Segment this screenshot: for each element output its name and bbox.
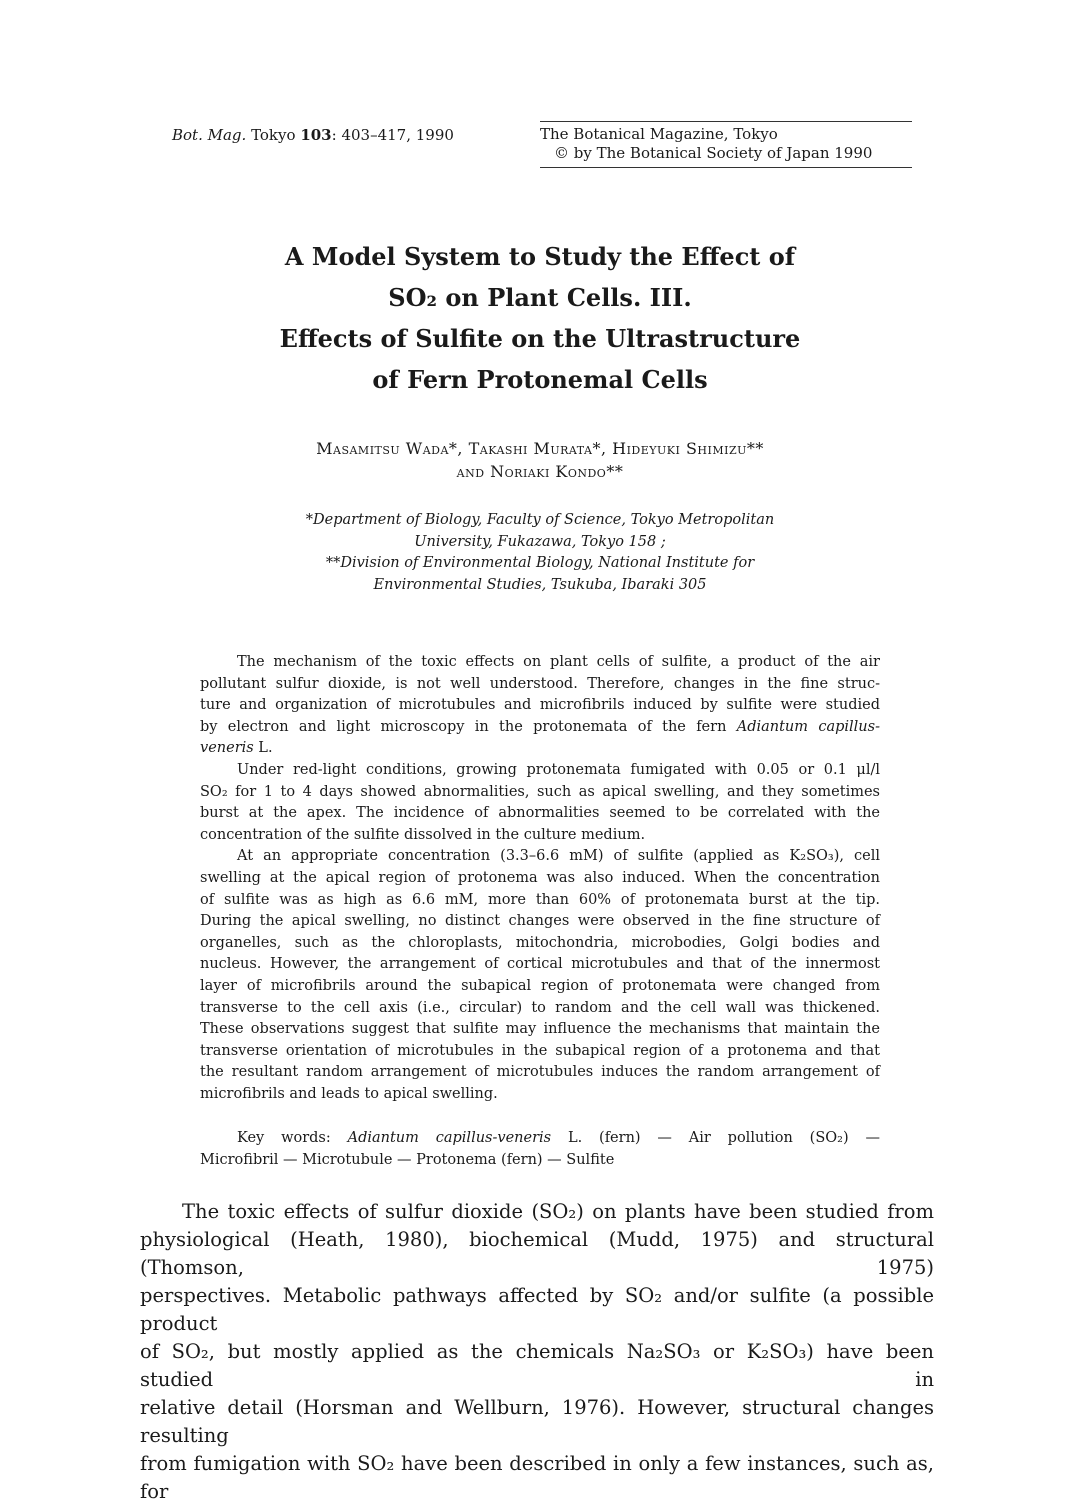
- text-line: [200, 825, 880, 847]
- text-segment: : 403–417, 1990: [331, 126, 454, 144]
- affiliation-line: University, Fukazawa, Tokyo 158 ;: [414, 533, 666, 550]
- text-line: [200, 954, 880, 976]
- text-line: [140, 1282, 934, 1338]
- text-line: [200, 911, 880, 933]
- text-segment: burst at the apex. The incidence of abnormalities seemed to be correlated with the: [200, 805, 880, 822]
- text-segment: 103: [300, 126, 332, 144]
- text-line: [200, 868, 880, 890]
- text-line: [200, 846, 880, 868]
- text-line: [200, 782, 880, 804]
- affiliations: [0, 510, 1080, 596]
- text-segment: The mechanism of the toxic effects on plant cells of sulfite, a product of the air: [237, 654, 880, 670]
- text-segment: transverse orientation of microtubules in the subapical region of a protonema and that: [200, 1042, 880, 1059]
- italic-text: Bot. Mag.: [172, 126, 247, 144]
- abstract: [200, 652, 880, 1105]
- text-line: [200, 1128, 880, 1150]
- text-line: [200, 998, 880, 1020]
- affiliation-line: *Department of Biology, Faculty of Science, Tokyo Metropolitan: [305, 512, 775, 528]
- text-segment: concentration of the sulfite dissolved in the culture medium.: [200, 826, 646, 843]
- title-line: A Model System to Study the Effect of: [284, 242, 796, 271]
- authors: [0, 437, 1080, 483]
- affiliation-line: Environmental Studies, Tsukuba, Ibaraki 305: [373, 576, 707, 593]
- text-line: [200, 1041, 880, 1063]
- text-segment: by electron and light microscopy in the protonemata of the fern: [200, 718, 737, 735]
- text-segment: microfibrils and leads to apical swelling.: [200, 1085, 498, 1102]
- text-line: [200, 760, 880, 782]
- text-segment: Under red-light conditions, growing protonemata fumigated with 0.05 or 0.1 μl/l: [237, 761, 880, 778]
- paper-title: [0, 236, 1080, 400]
- italic-text: veneris: [200, 740, 254, 757]
- text-segment: relative detail (Horsman and Wellburn, 1976). However, structural changes resulting: [140, 1396, 934, 1447]
- text-segment: the resultant random arrangement of microtubules induces the random arrangement of: [200, 1064, 880, 1081]
- text-segment: layer of microfibrils around the subapical region of protonemata were changed from: [200, 977, 880, 994]
- text-line: [200, 976, 880, 998]
- authors-line: and Noriaki Kondo**: [456, 462, 624, 481]
- italic-text: Adiantum capillus-: [736, 718, 880, 735]
- text-segment: Microfibril — Microtubule — Protonema (fern) — Sulfite: [200, 1151, 615, 1168]
- text-line: [200, 1062, 880, 1084]
- text-line: [200, 1019, 880, 1041]
- text-line: [200, 717, 880, 739]
- text-segment: These observations suggest that sulfite may influence the mechanisms that maintain the: [200, 1021, 880, 1038]
- authors-line: Masamitsu Wada*, Takashi Murata*, Hideyuki Shimizu**: [316, 439, 764, 458]
- text-segment: Tokyo: [246, 126, 301, 144]
- text-segment: The toxic effects of sulfur dioxide (SO₂) on plants have been studied from: [182, 1200, 934, 1223]
- text-line: [200, 738, 880, 760]
- italic-text: Adiantum capillus-veneris: [347, 1130, 552, 1146]
- text-line: [200, 933, 880, 955]
- text-segment: Key words:: [237, 1130, 348, 1146]
- text-line: [140, 1338, 934, 1394]
- journal-box: [540, 121, 912, 168]
- text-segment: ture and organization of microtubules and microfibrils induced by sulfite were studied: [200, 697, 880, 714]
- citation-line: [172, 126, 454, 144]
- text-segment: of sulfite was as high as 6.6 mM, more than 60% of protonemata burst at the tip.: [200, 891, 880, 908]
- text-segment: L. (fern) — Air pollution (SO₂) —: [551, 1130, 880, 1146]
- text-segment: SO₂ for 1 to 4 days showed abnormalities, such as apical swelling, and they sometimes: [200, 783, 880, 800]
- text-segment: At an appropriate concentration (3.3–6.6 mM) of sulfite (applied as K₂SO₃), cell: [237, 848, 880, 865]
- text-segment: During the apical swelling, no distinct changes were observed in the fine structure of: [200, 913, 880, 930]
- text-segment: perspectives. Metabolic pathways affected by SO₂ and/or sulfite (a possible product: [140, 1284, 934, 1335]
- keywords: [200, 1128, 880, 1171]
- text-line: [200, 674, 880, 696]
- text-line: [140, 1450, 934, 1506]
- text-line: [140, 1394, 934, 1450]
- text-line: [200, 890, 880, 912]
- text-segment: transverse to the cell axis (i.e., circular) to random and the cell wall was thickened.: [200, 999, 880, 1016]
- text-segment: physiological (Heath, 1980), biochemical (Mudd, 1975) and structural (Thomson, 1975): [140, 1228, 934, 1279]
- text-segment: L.: [253, 740, 273, 757]
- text-line: [200, 1084, 880, 1106]
- text-segment: swelling at the apical region of protonema was also induced. When the concentration: [200, 869, 880, 886]
- text-line: [140, 1226, 934, 1282]
- text-line: [200, 652, 880, 674]
- title-line: of Fern Protonemal Cells: [372, 365, 708, 394]
- affiliation-line: **Division of Environmental Biology, National Institute for: [325, 555, 755, 571]
- text-line: [200, 803, 880, 825]
- title-line: SO₂ on Plant Cells. III.: [388, 283, 692, 312]
- text-line: [140, 1198, 934, 1226]
- text-segment: organelles, such as the chloroplasts, mitochondria, microbodies, Golgi bodies and: [200, 934, 880, 951]
- copyright-notice: © by The Botanical Society of Japan 1990: [554, 144, 873, 162]
- text-segment: from fumigation with SO₂ have been described in only a few instances, such as, for: [140, 1452, 934, 1503]
- title-line: Effects of Sulfite on the Ultrastructure: [279, 324, 801, 353]
- text-segment: nucleus. However, the arrangement of cortical microtubules and that of the innermost: [200, 956, 880, 973]
- text-line: [200, 695, 880, 717]
- text-segment: of SO₂, but mostly applied as the chemicals Na₂SO₃ or K₂SO₃) have been studied in: [140, 1340, 934, 1391]
- journal-name: The Botanical Magazine, Tokyo: [540, 125, 778, 143]
- body-text: [140, 1198, 934, 1506]
- text-line: [200, 1150, 880, 1172]
- text-segment: pollutant sulfur dioxide, is not well understood. Therefore, changes in the fine struc-: [200, 675, 880, 692]
